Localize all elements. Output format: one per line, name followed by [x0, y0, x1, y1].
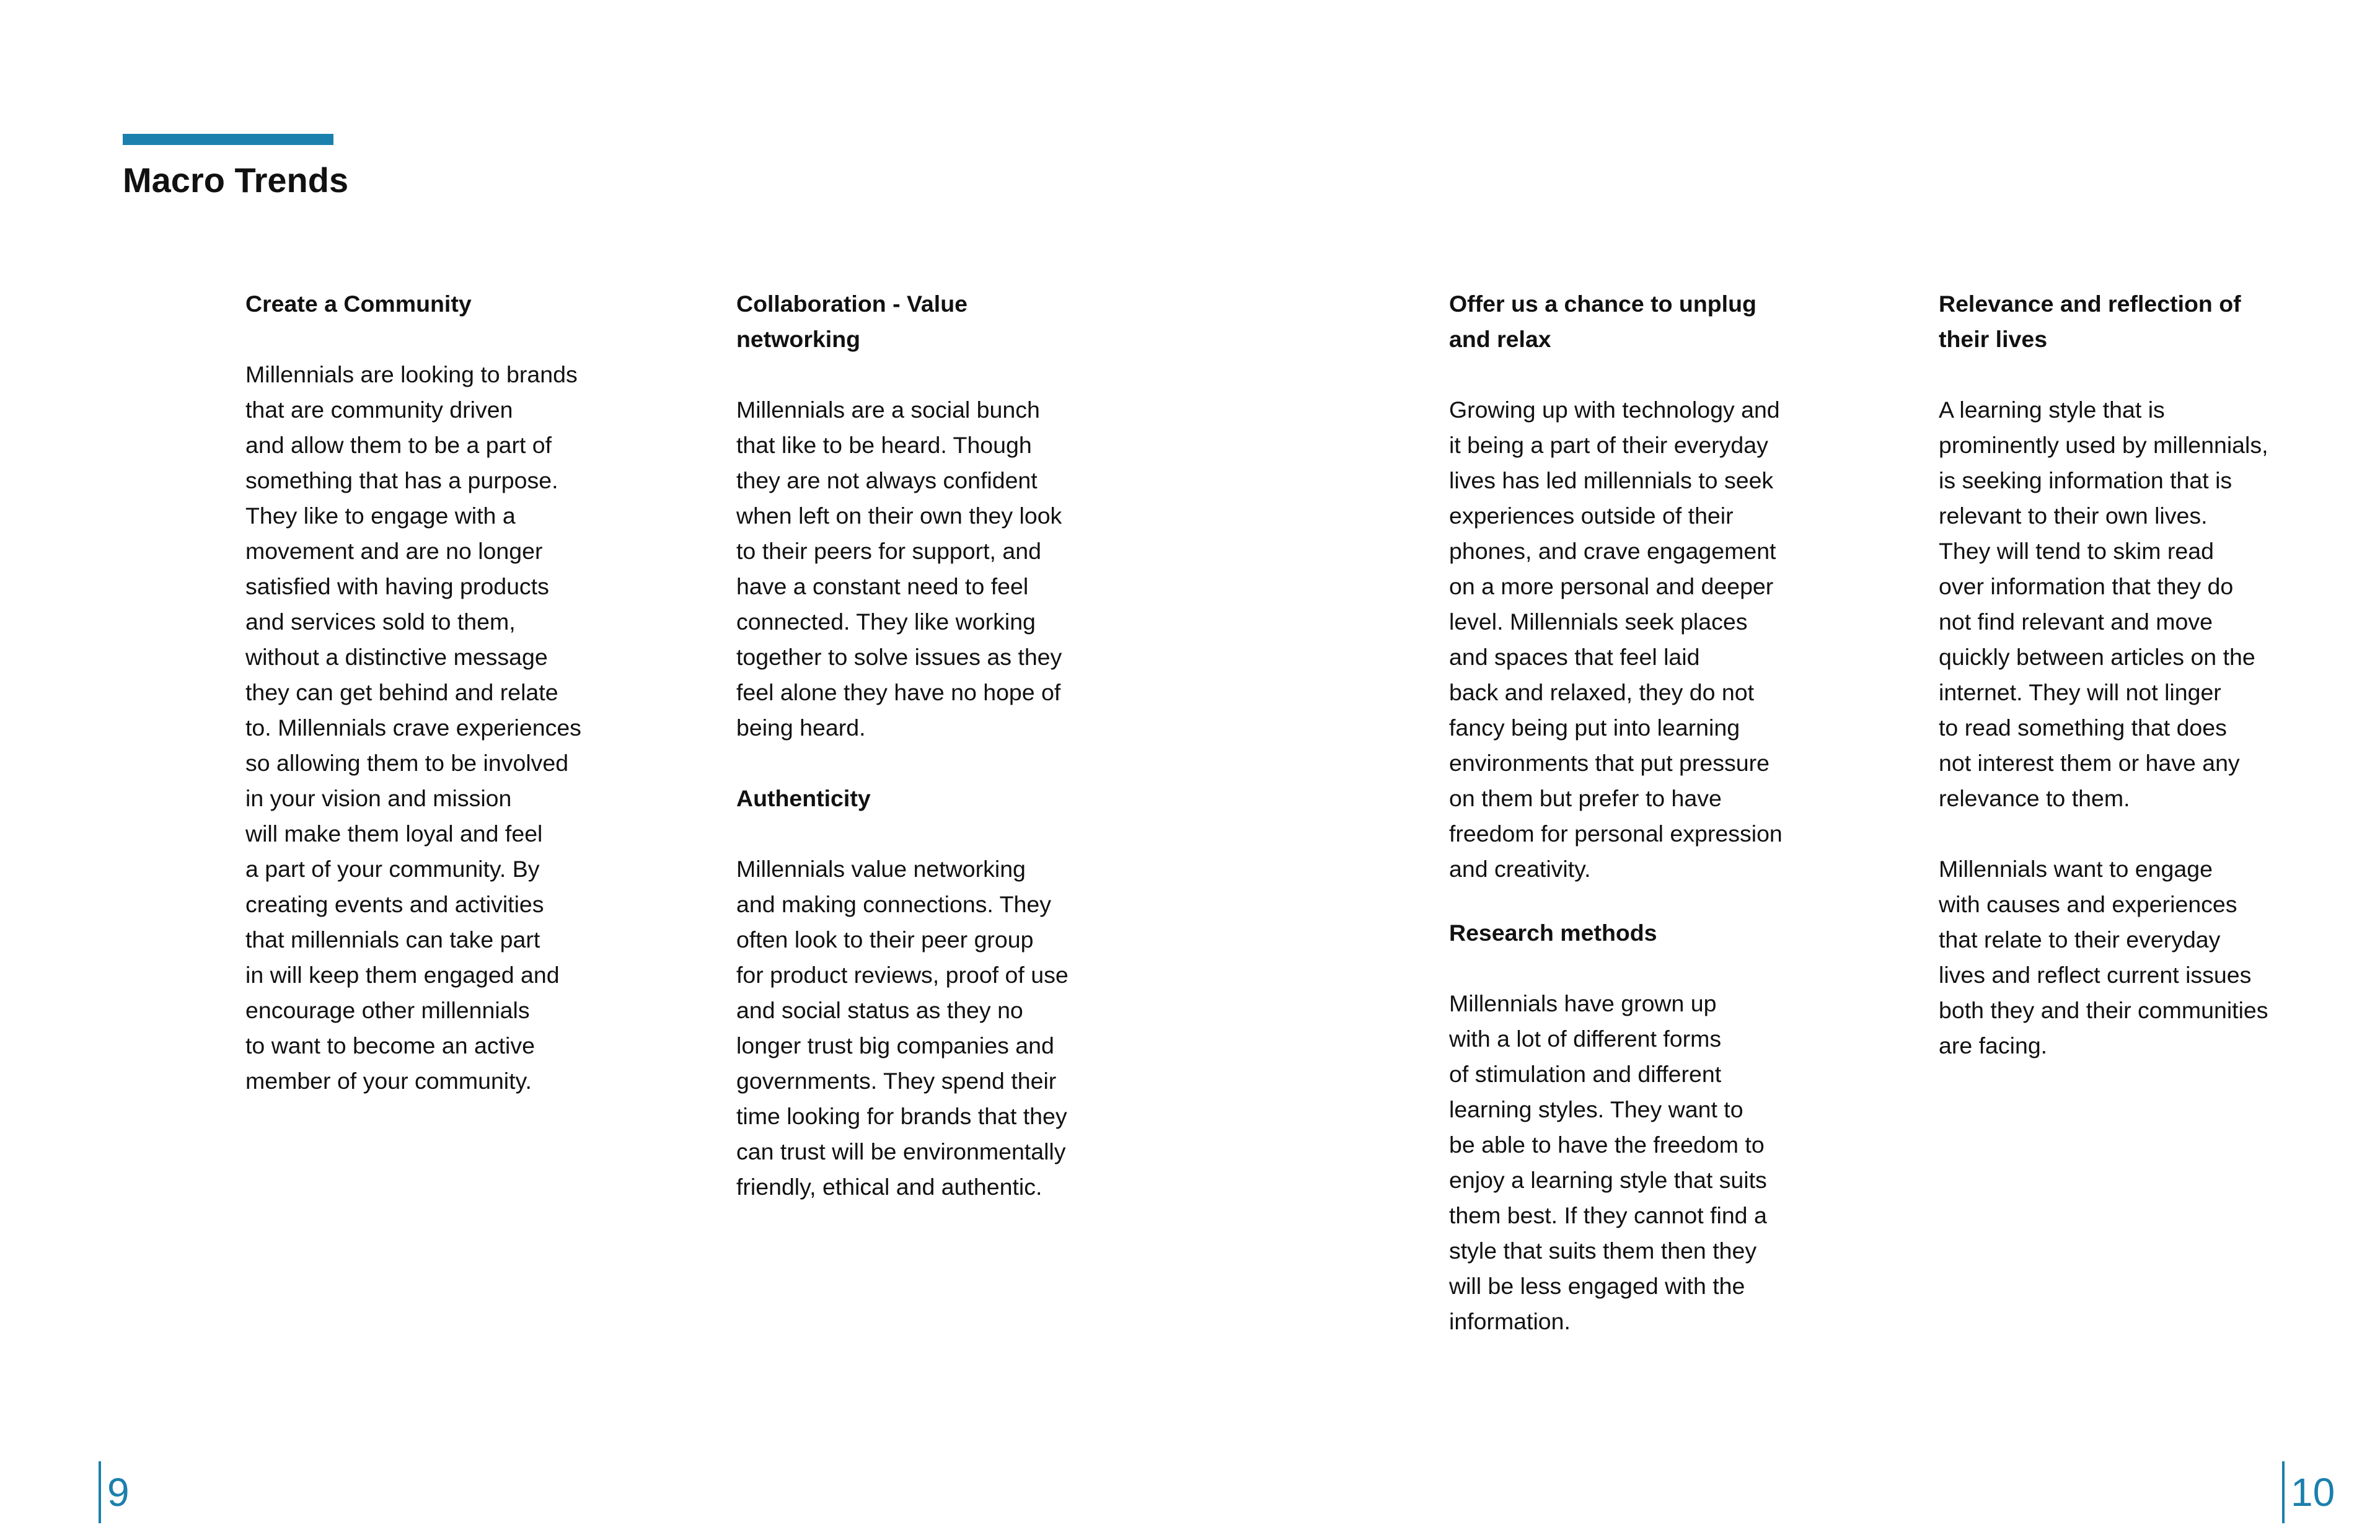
- section-heading-collaboration: Collaboration - Value networking: [736, 291, 967, 352]
- section-heading-authenticity: Authenticity: [736, 785, 871, 811]
- section-body-research-methods: Millennials have grown up with a lot of different forms of stimulation and different learning styles. They want to be able to have the freedom to enjoy a learning style that suits them best. If they cannot find a style that suits them then they will be less engaged with the information.: [1449, 990, 1767, 1334]
- page-number-right: [2282, 1461, 2335, 1523]
- column-unplug: [1449, 286, 1815, 1339]
- page-number-rule: [2282, 1461, 2285, 1523]
- column-relevance: [1939, 286, 2304, 1063]
- section-heading-relevance: Relevance and reflection of their lives: [1939, 291, 2241, 352]
- column-collaboration: [736, 286, 1102, 1205]
- section-body-unplug: Growing up with technology and it being a part of their everyday lives has led millennials to seek experiences outside of their phones, and crave engagement on a more personal and deeper level. Millennials seek places and spaces that feel laid back and relaxed, they do not fancy being put into learning environments that put pressure on them but prefer to have freedom for personal expression and creativity.: [1449, 397, 1783, 882]
- section-heading-research-methods: Research methods: [1449, 920, 1657, 946]
- page-number-rule: [99, 1461, 101, 1523]
- column-community: [245, 286, 611, 1099]
- section-body-relevance: A learning style that is prominently used by millennials, is seeking information that is relevant to their own lives. They will tend to skim read over information that they do not find relevant and move quickly between articles on the internet. They will not linger to read something that does not interest them or have any relevance to them.: [1939, 397, 2268, 811]
- title-accent-bar: [123, 134, 333, 145]
- section-body-collaboration: Millennials are a social bunch that like to be heard. Though they are not always confident when left on their own they look to their peers for support, and have a constant need to feel connected. They like working together to solve issues as they feel alone they have no hope of being heard.: [736, 397, 1062, 741]
- page-number-left-text: 9: [107, 1470, 130, 1515]
- section-body-authenticity: Millennials value networking and making connections. They often look to their peer group for product reviews, proof of use and social status as they no longer trust big companies and governments. They spend their time looking for brands that they can trust will be environmentally friendly, ethical and authentic.: [736, 856, 1069, 1200]
- section-heading-unplug: Offer us a chance to unplug and relax: [1449, 291, 1756, 352]
- section-body-create-community: Millennials are looking to brands that are community driven and allow them to be a part of something that has a purpose. They like to engage with a movement and are no longer satisfied with having products and services sold to them, without a distinctive message they can get behind and relate to. Millennials crave experiences so allowing them to be involved in your vision and mission will make them loyal and feel a part of your community. By creating events and activities that millennials can take part in will keep them engaged and encourage other millennials to want to become an active member of your community.: [245, 361, 581, 1094]
- page-title: Macro Trends: [123, 161, 349, 200]
- section-body-causes: Millennials want to engage with causes and experiences that relate to their everyday lives and reflect current issues both they and their communities are facing.: [1939, 856, 2268, 1058]
- page-number-right-text: 10: [2291, 1470, 2335, 1515]
- section-heading-create-community: Create a Community: [245, 291, 472, 317]
- page-number-left: [99, 1461, 130, 1523]
